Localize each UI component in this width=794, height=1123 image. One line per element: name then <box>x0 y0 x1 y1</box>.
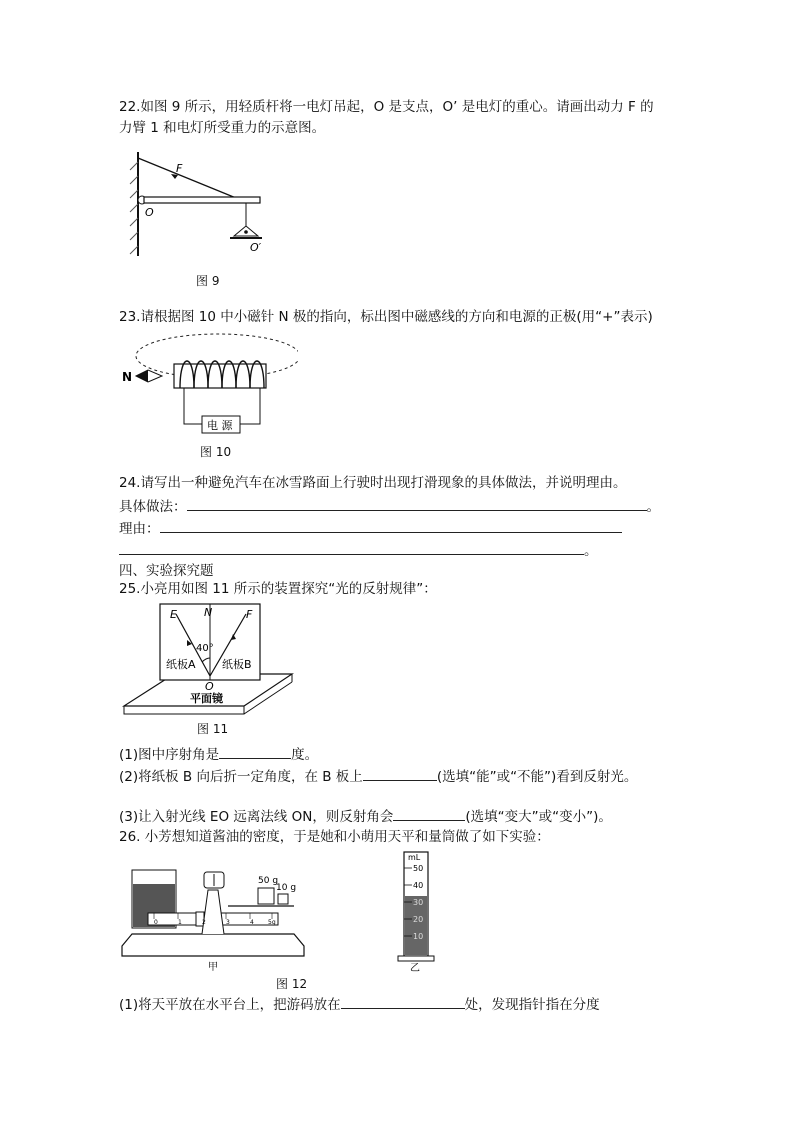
fig10-label-N: N <box>122 370 133 384</box>
q26-sub1-blank[interactable] <box>341 994 465 1009</box>
q24-end-mark: 。 <box>646 499 660 515</box>
q24-reason-blank[interactable] <box>160 518 622 533</box>
fig12-cyl-tick-40: 40 <box>413 881 424 890</box>
q25-sub2-text: (2)将纸板 B 向后折一定角度，在 B 板上 <box>119 769 363 785</box>
q25-sub3-suffix: (选填“变大”或“变小”)。 <box>465 809 612 825</box>
fig11-label-F: F <box>246 608 253 621</box>
fig10-power-label: 电 源 <box>207 419 233 432</box>
fig12-cyl-unit: mL <box>408 853 421 862</box>
fig12-label-yi: 乙 <box>410 963 420 972</box>
fig11-label-O: O <box>205 680 214 693</box>
q24-reason-line2 <box>119 540 598 560</box>
fig9-caption: 图 9 <box>196 274 220 288</box>
q26-sub1 <box>119 994 600 1014</box>
fig12-weight-50g: 50 g <box>258 876 279 886</box>
fig9-label-O2: O′ <box>250 241 262 254</box>
q26-sub1-text: (1)将天平放在水平台上，把游码放在 <box>119 997 341 1013</box>
fig12-scale-tick-0: 0 <box>154 919 158 926</box>
q26-line1: 26. 小芳想知道酱油的密度，于是她和小萌用天平和量筒做了如下实验： <box>119 829 550 845</box>
q26-sub1-suffix: 处，发现指针指在分度 <box>464 997 600 1013</box>
q25-sub3 <box>119 806 612 826</box>
fig10-caption: 图 10 <box>200 445 232 459</box>
q24-line1: 24.请写出一种避免汽车在冰雪路面上行驶时出现打滑现象的具体做法，并说明理由。 <box>119 475 627 491</box>
fig12-scale-tick-5: 5g <box>268 919 276 926</box>
q24-reason-blank2[interactable] <box>119 540 584 555</box>
q25-line1: 25.小亮用如图 11 所示的装置探究“光的反射规律”： <box>119 581 437 597</box>
fig12-scale-tick-2: 2 <box>202 919 206 926</box>
fig11-mirror: 平面镜 <box>190 692 223 705</box>
fig12-weight-10g: 10 g <box>276 883 297 893</box>
q24-method-label: 具体做法： <box>119 499 187 515</box>
fig11-board-a: 纸板A <box>166 658 196 671</box>
fig11-angle: 40° <box>196 643 214 654</box>
q24-reason-line <box>119 518 622 538</box>
q22-line2: 力臂 1 和电灯所受重力的示意图。 <box>119 120 326 136</box>
fig11-label-N: N <box>204 606 213 619</box>
q24-method-line <box>119 496 660 516</box>
q25-sub3-blank[interactable] <box>393 806 465 821</box>
fig11-caption: 图 11 <box>197 722 229 736</box>
fig12-cyl-tick-50: 50 <box>413 864 424 873</box>
figure-12-balance <box>118 850 308 975</box>
fig12-cyl-tick-10: 10 <box>413 932 424 941</box>
fig12-caption: 图 12 <box>276 977 308 991</box>
q25-sub2-blank[interactable] <box>363 766 437 781</box>
fig12-scale-tick-4: 4 <box>250 919 254 926</box>
fig9-label-O: O <box>145 206 154 219</box>
fig12-cyl-tick-30: 30 <box>413 898 424 907</box>
fig12-cyl-tick-20: 20 <box>413 915 424 924</box>
figure-11 <box>118 598 298 736</box>
figure-9 <box>112 148 292 288</box>
q23-line1: 23.请根据图 10 中小磁针 N 极的指向，标出图中磁感线的方向和电源的正极(用“+”表示) <box>119 309 653 325</box>
fig11-board-b: 纸板B <box>222 658 252 671</box>
section-title: 四、实验探究题 <box>119 563 214 579</box>
fig12-scale-tick-3: 3 <box>226 919 230 926</box>
q24-reason-label: 理由： <box>119 521 160 537</box>
q25-sub2 <box>119 766 637 786</box>
q25-sub2-suffix: (选填“能”或“不能”)看到反射光。 <box>436 769 638 785</box>
q22-line1: 22.如图 9 所示，用轻质杆将一电灯吊起，O 是支点，O’ 是电灯的重心。请画出动力 F 的 <box>119 99 654 115</box>
q25-sub1-blank[interactable] <box>219 744 291 759</box>
q25-sub1 <box>119 744 318 764</box>
fig9-label-F: F <box>176 162 183 175</box>
figure-10 <box>118 328 298 456</box>
figure-12-cylinder <box>392 844 442 972</box>
q25-sub3-text: (3)让入射光线 EO 远离法线 ON，则反射角会 <box>119 809 394 825</box>
fig11-label-E: E <box>170 608 177 621</box>
q24-end-mark2: 。 <box>584 543 598 559</box>
fig12-scale-tick-1: 1 <box>178 919 182 926</box>
q25-sub1-suffix: 度。 <box>291 747 319 763</box>
q25-sub1-text: (1)图中序射角是 <box>119 747 220 763</box>
fig12-label-jia: 甲 <box>208 962 218 973</box>
q24-method-blank[interactable] <box>187 496 647 511</box>
